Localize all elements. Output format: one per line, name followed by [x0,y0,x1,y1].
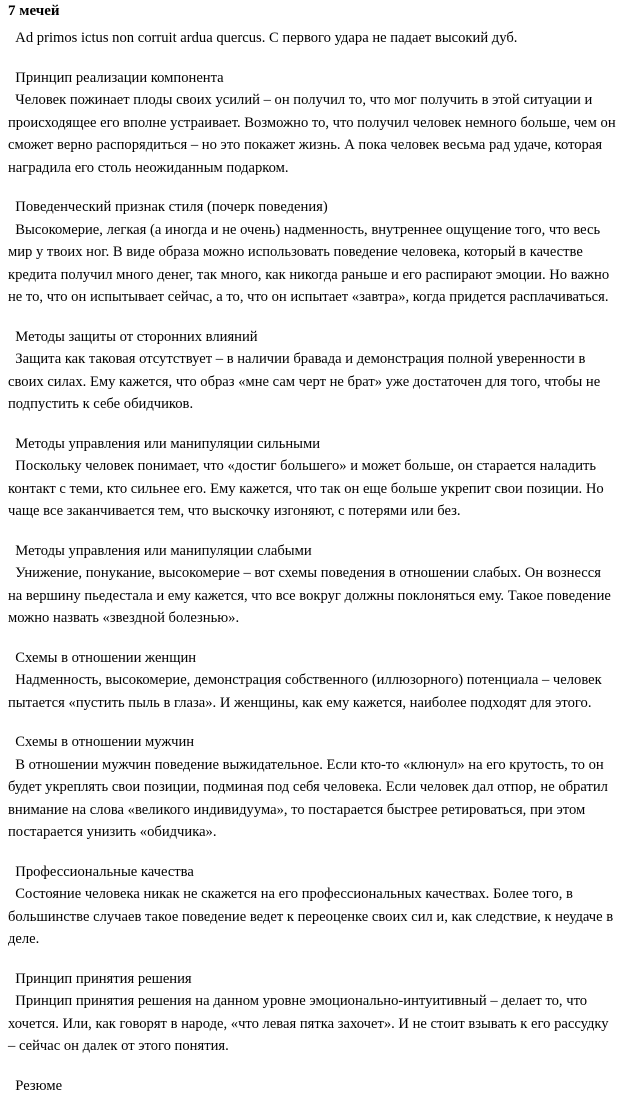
section-paragraph: В отношении мужчин поведение выжидательное. Если кто-то «клюнул» на его крутость, то он будет укреплять свои позиции, подминая под себя человека. Если человек дал отпор, не обратил внимание на слова «великого индивидуума», то постарается быстрее ретироваться, при этом постарается унизить «обидчика». [8,754,618,844]
section [8,647,618,715]
section-heading: Принцип реализации компонента [8,67,618,90]
epigraph-text: Ad primos ictus non corruit ardua quercus. С первого удара не падает высокий дуб. [8,27,618,50]
section-heading: Методы управления или манипуляции слабыми [8,540,618,563]
section-paragraph: Принцип принятия решения на данном уровне эмоционально-интуитивный – делает то, что хочется. Или, как говорят в народе, «что левая пятка захочет». И не стоит взывать к его рассудку – сейчас он далек от этого понятия. [8,990,618,1058]
section-paragraph: Унижение, понукание, высокомерие – вот схемы поведения в отношении слабых. Он вознесся на вершину пьедестала и ему кажется, что все вокруг должны поклоняться ему. Такое поведение можно назвать «звездной болезнью». [8,562,618,630]
section-paragraph: Надменность, высокомерие, демонстрация собственного (иллюзорного) потенциала – человек пытается «пустить пыль в глаза». И женщины, как ему кажется, наиболее подходят для этого. [8,669,618,714]
section [8,196,618,309]
section [8,968,618,1058]
section-paragraph: Высокомерие, легкая (а иногда и не очень) надменность, внутреннее ощущение того, что весь мир у твоих ног. В виде образа можно использовать поведение человека, который в качестве кредита получил много денег, так много, как никогда раньше и его распирают эмоции. Но важно не то, что он испытывает сейчас, а то, что он испытает «завтра», когда придется расплачиваться. [8,219,618,309]
section-paragraph: Защита как таковая отсутствует – в наличии бравада и демонстрация полной уверенности в своих силах. Ему кажется, что образ «мне сам черт не брат» уже достаточен для того, чтобы не подпустить к себе обидчиков. [8,348,618,416]
section [8,67,618,180]
section-paragraph: Состояние человека никак не скажется на его профессиональных качествах. Более того, в большинстве случаев такое поведение ведет к переоценке своих сил и, как следствие, к неудаче в деле. [8,883,618,951]
section [8,1075,618,1097]
section-heading: Профессиональные качества [8,861,618,884]
section-heading: Принцип принятия решения [8,968,618,991]
section-paragraph: Поскольку человек понимает, что «достиг большего» и может больше, он старается наладить контакт с теми, кто сильнее его. Ему кажется, что так он еще больше укрепит свои позиции. Но чаще все заканчивается тем, что выскочку изгоняют, с потерями или без. [8,455,618,523]
section [8,433,618,523]
section-paragraph: Человек пожинает плоды своих усилий – он получил то, что мог получить в этой ситуации и происходящее его вполне устраивает. Возможно то, что получил человек немного больше, чем он сможет верно распорядиться – но это покажет жизнь. А пока человек весьма рад удаче, которая наградила его столь неожиданным подарком. [8,89,618,179]
chapter-title: 7 мечей [8,0,618,21]
section [8,326,618,416]
section-heading: Резюме [8,1075,618,1097]
section-heading: Схемы в отношении мужчин [8,731,618,754]
sections-container [8,67,618,1097]
section [8,861,618,951]
section-heading: Схемы в отношении женщин [8,647,618,670]
epigraph-block [8,27,618,50]
section-heading: Поведенческий признак стиля (почерк поведения) [8,196,618,219]
section-heading: Методы управления или манипуляции сильными [8,433,618,456]
section-heading: Методы защиты от сторонних влияний [8,326,618,349]
section [8,731,618,844]
section [8,540,618,630]
